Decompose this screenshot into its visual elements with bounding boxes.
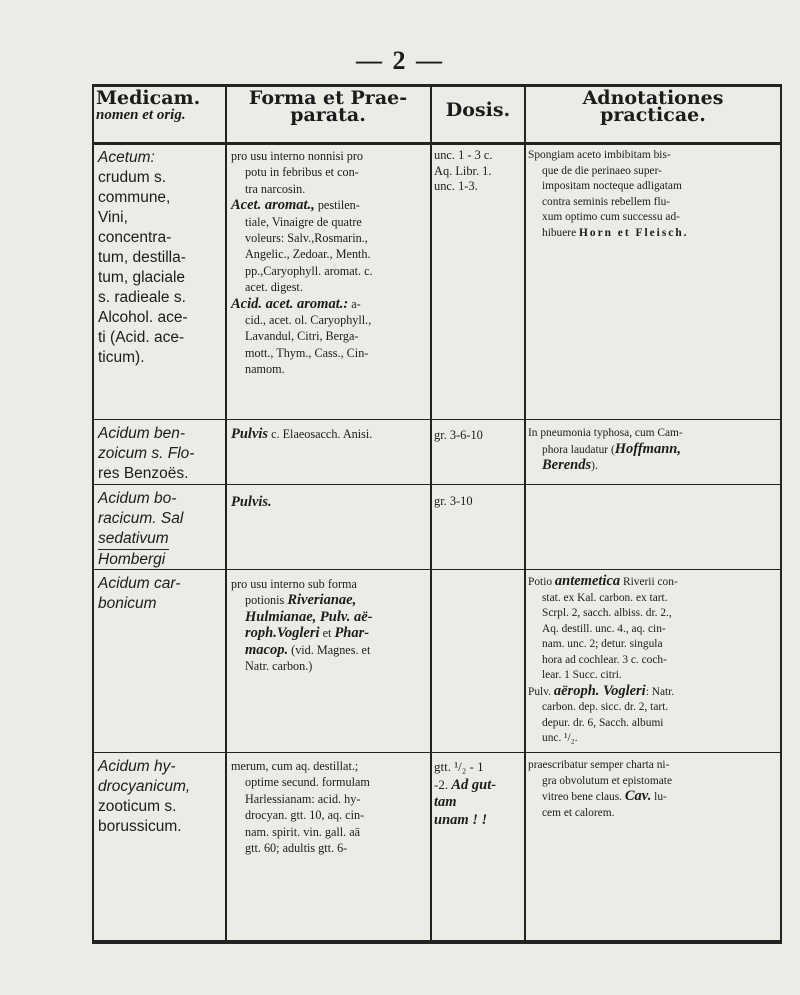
- row1-name: [98, 148, 224, 368]
- header-col3: Dosis.: [445, 99, 511, 121]
- row1-dosis: [434, 148, 524, 195]
- row2-dosis-text: gr. 3-6-10: [434, 428, 483, 442]
- row1-forma-line: pestilen-: [314, 198, 360, 213]
- row2-adnotationes: [528, 426, 778, 475]
- row1-name-line: Acetum:: [98, 149, 155, 166]
- row5-name: [98, 757, 224, 837]
- row1-forma-line: Lavandul, Citri, Berga-: [245, 329, 359, 344]
- row1-forma-line: tra narcosin.: [245, 181, 306, 196]
- row5-forma-line: Harlessianam: acid. hy-: [245, 791, 361, 806]
- row3-name: [98, 489, 224, 570]
- row5-adnot-line: praescribatur semper charta ni-: [528, 759, 670, 771]
- header-col-medicament: [96, 87, 224, 124]
- row1-adnot-line: xum optimo cum successu ad-: [542, 211, 680, 223]
- row1-name-line: tum, destilla-: [98, 249, 186, 266]
- row1-dosis-line: unc. 1-3.: [434, 179, 478, 193]
- row5-dosis-italic: Ad gut-: [451, 776, 497, 793]
- header-col4-line1: Adnotationes: [582, 87, 724, 109]
- row1-adnot-authors: Horn et Fleisch.: [579, 226, 689, 239]
- header-col2-line1: Forma et Prae-: [248, 87, 408, 109]
- row5-adnot-line: cem et calorem.: [542, 806, 615, 819]
- row2-forma-title: Pulvis: [231, 426, 269, 442]
- row3-name-line: Hombergi: [98, 551, 166, 568]
- row5-name-line: borussicum.: [98, 818, 182, 835]
- row4-forma-italic: Hulmianae, Pulv. aë-: [245, 608, 373, 625]
- header-col1-line2: nomen et orig.: [96, 107, 186, 123]
- row4-forma-line: Natr. carbon.): [245, 659, 313, 674]
- row5-forma-line: gtt. 60; adultis gtt. 6-: [245, 841, 348, 856]
- row1-adnotationes: [528, 148, 778, 241]
- row1-forma-line: pp.,Caryophyll. aromat. c.: [245, 263, 373, 278]
- row1-forma-line: voleurs: Salv.,Rosmarin.,: [245, 231, 368, 246]
- row5-dosis-text: -2.: [434, 776, 452, 792]
- row1-forma-title: Acid. acet. aromat.:: [231, 295, 349, 312]
- row1-name-line: concentra-: [98, 229, 172, 246]
- row1-name-line: tum, glaciale: [98, 269, 186, 286]
- row1-name-line: s. radieale s.: [98, 289, 186, 306]
- row5-dosis-italic: unam ! !: [434, 811, 488, 828]
- row2-name: [98, 424, 224, 484]
- row4-adnot-line: Aq. destill. unc. 4., aq. cin-: [542, 622, 666, 635]
- row5-name-line: drocyanicum,: [98, 778, 191, 795]
- row1-forma: [231, 148, 427, 378]
- row5-forma-line: drocyan. gtt. 10, aq. cin-: [245, 808, 365, 823]
- row1-forma-title: Acet. aromat.,: [231, 197, 315, 214]
- row5-forma-line: merum, cum aq. destillat.;: [231, 759, 359, 773]
- medication-table: [92, 84, 782, 944]
- row4-adnotationes: [528, 574, 778, 747]
- row1-forma-line: potu in febribus et con-: [245, 165, 359, 180]
- row4-adnot-text: Pulv.: [528, 685, 554, 698]
- row1-adnot-line: Spongiam aceto imbibitam bis-: [528, 149, 671, 161]
- row1-forma-line: a-: [348, 296, 361, 311]
- row4-adnot-line: hora ad cochlear. 3 c. coch-: [542, 653, 667, 666]
- row5-adnotationes: [528, 758, 778, 821]
- row5-dosis: [434, 758, 524, 829]
- row5-forma: [231, 758, 427, 856]
- row-rule-2: [94, 484, 780, 485]
- row4-name-line: bonicum: [98, 595, 157, 612]
- row5-forma-line: optime secund. formulam: [245, 775, 370, 790]
- row5-name-line: Acidum hy-: [98, 758, 176, 775]
- row5-dosis-line: gtt. ¹/₂ - 1: [434, 759, 484, 774]
- row2-dosis: [434, 428, 524, 444]
- row1-forma-line: pro usu interno nonnisi pro: [231, 149, 364, 163]
- row4-adnot-text: Riverii con-: [620, 576, 678, 588]
- row4-adnot-line: Scrpl. 2, sacch. albiss. dr. 2.,: [542, 607, 672, 619]
- row5-adnot-line: gra obvolutum et epistomate: [542, 774, 673, 787]
- row4-forma-italic: Riverianae,: [287, 592, 357, 609]
- page-number: — 2 —: [356, 46, 444, 75]
- col-rule-3: [524, 84, 526, 942]
- row3-forma-title: Pulvis.: [231, 494, 272, 510]
- row3-forma: [231, 494, 427, 510]
- header-col1-line1: Medicam.: [96, 87, 201, 109]
- row1-name-line: ti (Acid. ace-: [98, 329, 185, 346]
- row1-adnot-line: que de die perinaeo super-: [542, 164, 662, 177]
- row2-name-line: res Benzoës.: [98, 465, 189, 482]
- row2-name-line: Acidum ben-: [98, 425, 186, 442]
- row4-adnot-italic: aëroph. Vogleri: [553, 682, 646, 699]
- row-rule-4: [94, 752, 780, 753]
- row1-forma-line: acet. digest.: [245, 280, 303, 295]
- row3-name-line: Acidum bo-: [98, 490, 177, 507]
- row3-dosis-text: gr. 3-10: [434, 494, 473, 508]
- header-col4-line2: practicae.: [600, 104, 706, 126]
- row1-forma-line: mott., Thym., Cass., Cin-: [245, 345, 369, 360]
- row4-adnot-line: lear. 1 Succ. citri.: [542, 669, 622, 681]
- row1-adnot-line: hibuere: [542, 226, 577, 239]
- col-rule-2: [430, 84, 432, 942]
- row2-adnot-author: Hoffmann,: [614, 440, 681, 457]
- row4-adnot-line: stat. ex Kal. carbon. ex tart.: [542, 591, 668, 604]
- row1-adnot-line: contra seminis rebellem flu-: [542, 195, 671, 208]
- row2-adnot-author: Berends: [542, 457, 592, 473]
- row5-dosis-italic: tam: [434, 794, 457, 810]
- row1-name-line: ticum).: [98, 349, 145, 366]
- row4-adnot-title: antemetica: [554, 573, 621, 589]
- row1-name-line: crudum s.: [98, 169, 167, 186]
- row4-forma-line: potionis: [245, 593, 288, 608]
- row2-adnot-line: In pneumonia typhosa, cum Cam-: [528, 427, 683, 439]
- row4-adnot-line: unc. ¹/₂.: [542, 732, 578, 744]
- row1-adnot-line: impositam nocteque adligatam: [542, 180, 682, 192]
- row2-adnot-end: ).: [591, 460, 598, 472]
- row1-dosis-line: unc. 1 - 3 c.: [434, 148, 493, 162]
- row1-forma-line: cid., acet. ol. Caryophyll.,: [245, 313, 372, 328]
- row4-forma-italic: macop.: [245, 641, 289, 658]
- row2-adnot-line: phora laudatur (: [542, 443, 615, 456]
- row4-forma: [231, 576, 427, 674]
- header-rule: [92, 142, 782, 145]
- header-col-forma: [228, 87, 428, 126]
- row2-forma: [231, 426, 427, 442]
- row4-name-line: Acidum car-: [98, 575, 181, 592]
- row1-name-line: Alcohol. ace-: [98, 309, 188, 326]
- row4-adnot-line: carbon. dep. sicc. dr. 2, tart.: [542, 701, 669, 713]
- row4-adnot-line: depur. dr. 6, Sacch. albumi: [542, 716, 664, 729]
- row-rule-1: [94, 419, 780, 420]
- left-rule: [92, 84, 94, 942]
- row1-name-line: Vini,: [98, 209, 128, 226]
- row2-name-line: zoicum s. Flo-: [98, 445, 195, 462]
- row1-dosis-line: Aq. Libr. 1.: [434, 163, 492, 178]
- row5-forma-line: nam. spirit. vin. gall. aā: [245, 824, 361, 839]
- row3-name-line: sedativum: [98, 529, 169, 550]
- header-col2-line2: parata.: [290, 104, 366, 126]
- row4-forma-line: pro usu interno sub forma: [231, 577, 357, 591]
- row5-adnot-italic: Cav.: [624, 788, 652, 804]
- row1-forma-line: namom.: [245, 362, 285, 377]
- row4-adnot-text: : Natr.: [645, 685, 675, 698]
- header-col-adnotationes: [526, 87, 780, 126]
- row5-adnot-text: vitreo bene claus.: [542, 791, 625, 803]
- row4-forma-line: (vid. Magnes. et: [291, 642, 371, 657]
- row2-forma-text: c. Elaeosacch. Anisi.: [268, 427, 373, 441]
- row4-forma-italic: roph.Vogleri: [245, 625, 320, 642]
- row4-forma-text: et: [319, 626, 335, 641]
- right-rule: [780, 84, 782, 942]
- row1-forma-line: tiale, Vinaigre de quatre: [245, 214, 362, 229]
- header-col-dosis: [432, 99, 524, 121]
- row4-name: [98, 574, 224, 614]
- row5-adnot-text: lu-: [651, 791, 667, 803]
- row4-adnot-line: nam. unc. 2; detur. singula: [542, 638, 663, 650]
- row5-name-line: zooticum s.: [98, 798, 177, 815]
- row4-forma-italic: Phar-: [334, 625, 370, 642]
- row4-adnot-text: Potio: [528, 576, 555, 588]
- row1-name-line: commune,: [98, 189, 171, 206]
- bottom-rule: [92, 940, 782, 944]
- row1-forma-line: Angelic., Zedoar., Menth.: [245, 247, 371, 262]
- col-rule-1: [225, 84, 227, 942]
- row3-name-line: racicum. Sal: [98, 510, 184, 527]
- row3-dosis: [434, 494, 524, 510]
